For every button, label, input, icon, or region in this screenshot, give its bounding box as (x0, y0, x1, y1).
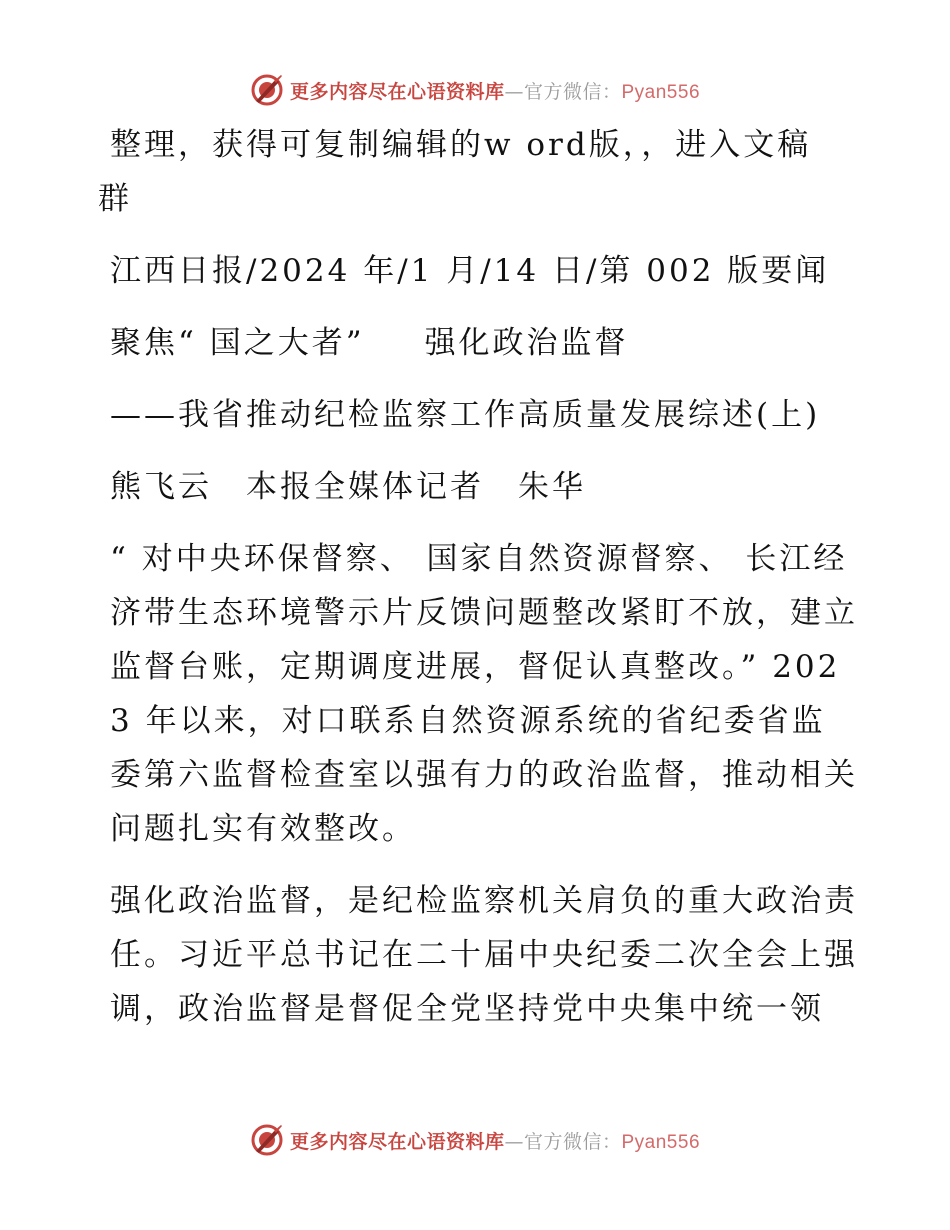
watermark-dash: — (504, 80, 524, 103)
paragraph-2: 强化政治监督，是纪检监察机关肩负的重大政治责任。习近平总书记在二十届中央纪委二次全会上强调，政治监督是督促全党坚持党中央集中统一领 (110, 883, 858, 1027)
watermark-text: 更多内容尽在心语资料库 (289, 1130, 505, 1153)
quill-seal-icon (250, 73, 284, 107)
watermark-text: 更多内容尽在心语资料库 (289, 80, 505, 103)
paragraph-1: “ 对中央环保督察、 国家自然资源督察、 长江经济带生态环境警示片反馈问题整改紧盯不放，建立监督台账，定期调度进展，督促认真整改。” 2023 年以来，对口联系自然资源系统的省纪委省监委第六监督检查室以强有力的政治监督，推动相关问题扎实有效整改。 (110, 541, 858, 847)
article-title (98, 316, 858, 370)
quill-seal-icon (250, 1123, 284, 1157)
watermark-dash: — (504, 1130, 524, 1153)
intro-line-1: 整理，获得可复制编辑的w ord版，，进入文稿 (110, 127, 812, 163)
title-right: 强化政治监督 (424, 325, 629, 361)
watermark-wechat-id: Pyan556 (621, 81, 701, 103)
document-body (98, 118, 858, 1036)
watermark-label (290, 77, 700, 104)
article-subtitle: ——我省推动纪检监察工作高质量发展综述(上) (110, 397, 821, 433)
title-left: 聚焦“ 国之大者” (110, 325, 365, 361)
watermark-wechat-label: 官方微信： (523, 80, 622, 103)
watermark-label (290, 1127, 700, 1154)
header-watermark (0, 70, 950, 110)
source-line: 江西日报/2024 年/1 月/14 日/第 002 版要闻 (110, 253, 830, 289)
footer-watermark (0, 1120, 950, 1160)
watermark-wechat-label: 官方微信： (523, 1130, 622, 1153)
author-line: 熊飞云 本报全媒体记者 朱华 (110, 469, 586, 505)
watermark-wechat-id: Pyan556 (621, 1131, 701, 1153)
intro-line-2: 群 (98, 181, 132, 217)
